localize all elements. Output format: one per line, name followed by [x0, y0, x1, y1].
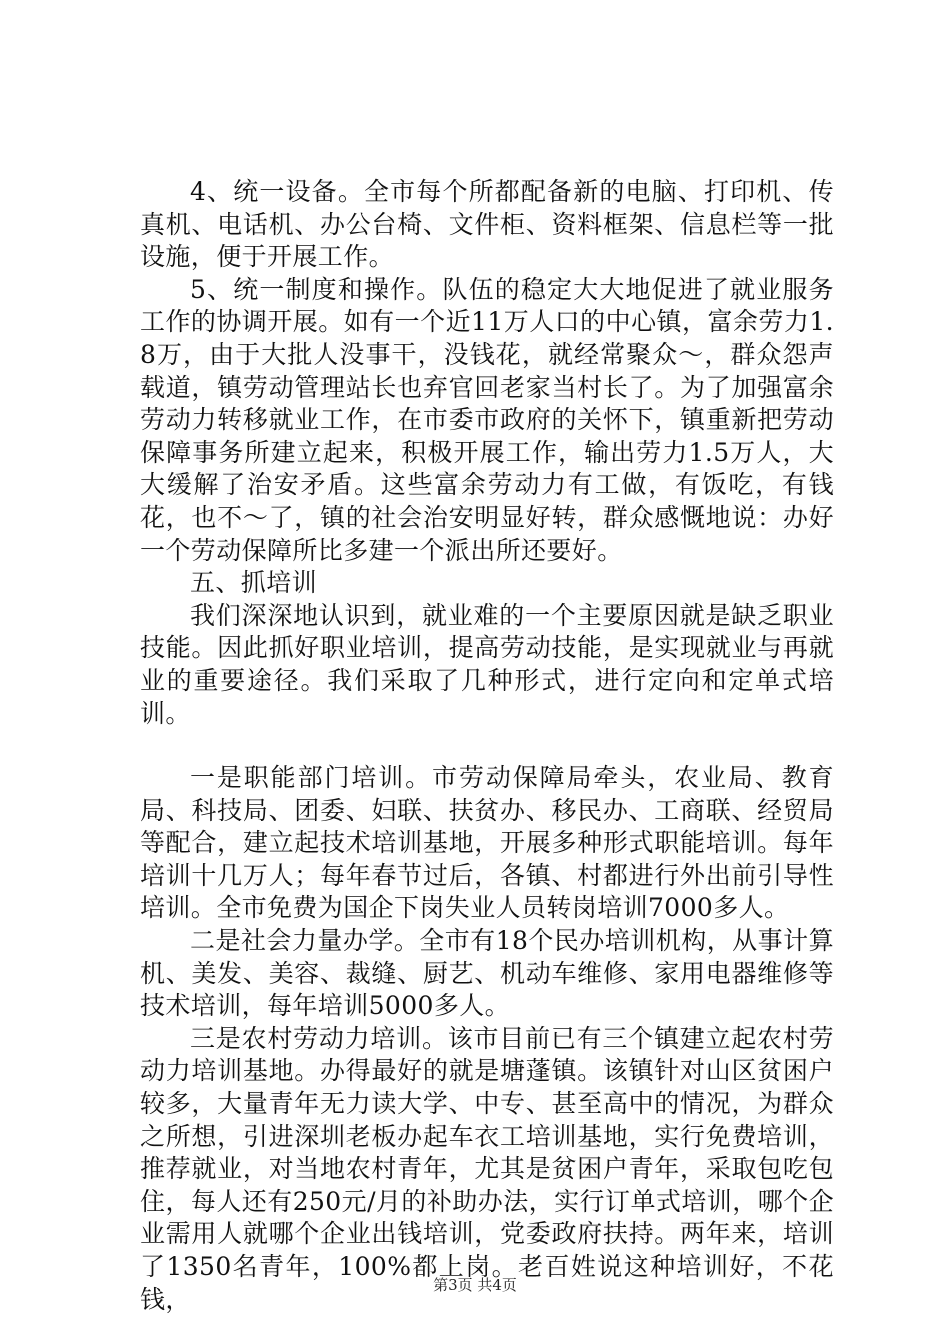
page-number-footer: 第3页 共4页: [433, 1276, 517, 1294]
section-heading-training: 五、抓培训: [190, 568, 318, 598]
paragraph-unified-system: 5、统一制度和操作。队伍的稳定大大地促进了就业服务工作的协调开展。如有一个近11万人口的中心镇，富余劳力1.8万，由于大批人没事干，没钱花，就经常聚众～，群众怨声载道，镇劳动管理站长也弃官回老家当村长了。为了加强富余劳动力转移就业工作，在市委市政府的关怀下，镇重新把劳动保障事务所建立起来，积极开展工作，输出劳力1.5万人，大大缓解了治安矛盾。这些富余劳动力有工做，有饭吃，有钱花，也不～了，镇的社会治安明显好转，群众感慨地说：办好一个劳动保障所比多建一个派出所还要好。: [140, 274, 834, 565]
paragraph-department-training: 一是职能部门培训。市劳动保障局牵头，农业局、教育局、科技局、团委、妇联、扶贫办、移民办、工商联、经贸局等配合，建立起技术培训基地，开展多种形式职能培训。每年培训十几万人；每年春节过后，各镇、村都进行外出前引导性培训。全市免费为国企下岗失业人员转岗培训7000多人。: [140, 763, 834, 923]
paragraph-social-schools: 二是社会力量办学。全市有18个民办培训机构，从事计算机、美发、美容、裁缝、厨艺、机动车维修、家用电器维修等技术培训，每年培训5000多人。: [140, 926, 834, 1021]
paragraph-rural-training: 三是农村劳动力培训。该市目前已有三个镇建立起农村劳动力培训基地。办得最好的就是塘蓬镇。该镇针对山区贫困户较多，大量青年无力读大学、中专、甚至高中的情况，为群众之所想，引进深圳老板办起车衣工培训基地，实行免费培训，推荐就业，对当地农村青年，尤其是贫困户青年，采取包吃包住，每人还有250元/月的补助办法，实行订单式培训，哪个企业需用人就哪个企业出钱培训，党委政府扶持。两年来，培训了1350名青年，100%都上岗。老百姓说这种培训好，不花钱，: [140, 1023, 834, 1314]
document-body: [140, 176, 834, 1316]
paragraph-training-intro: 我们深深地认识到，就业难的一个主要原因就是缺乏职业技能。因此抓好职业培训，提高劳动技能，是实现就业与再就业的重要途径。我们采取了几种形式，进行定向和定单式培训。: [140, 600, 834, 728]
paragraph-unified-equipment: 4、统一设备。全市每个所都配备新的电脑、打印机、传真机、电话机、办公台椅、文件柜、资料框架、信息栏等一批设施，便于开展工作。: [140, 177, 834, 272]
paragraph-gap: [140, 730, 834, 762]
